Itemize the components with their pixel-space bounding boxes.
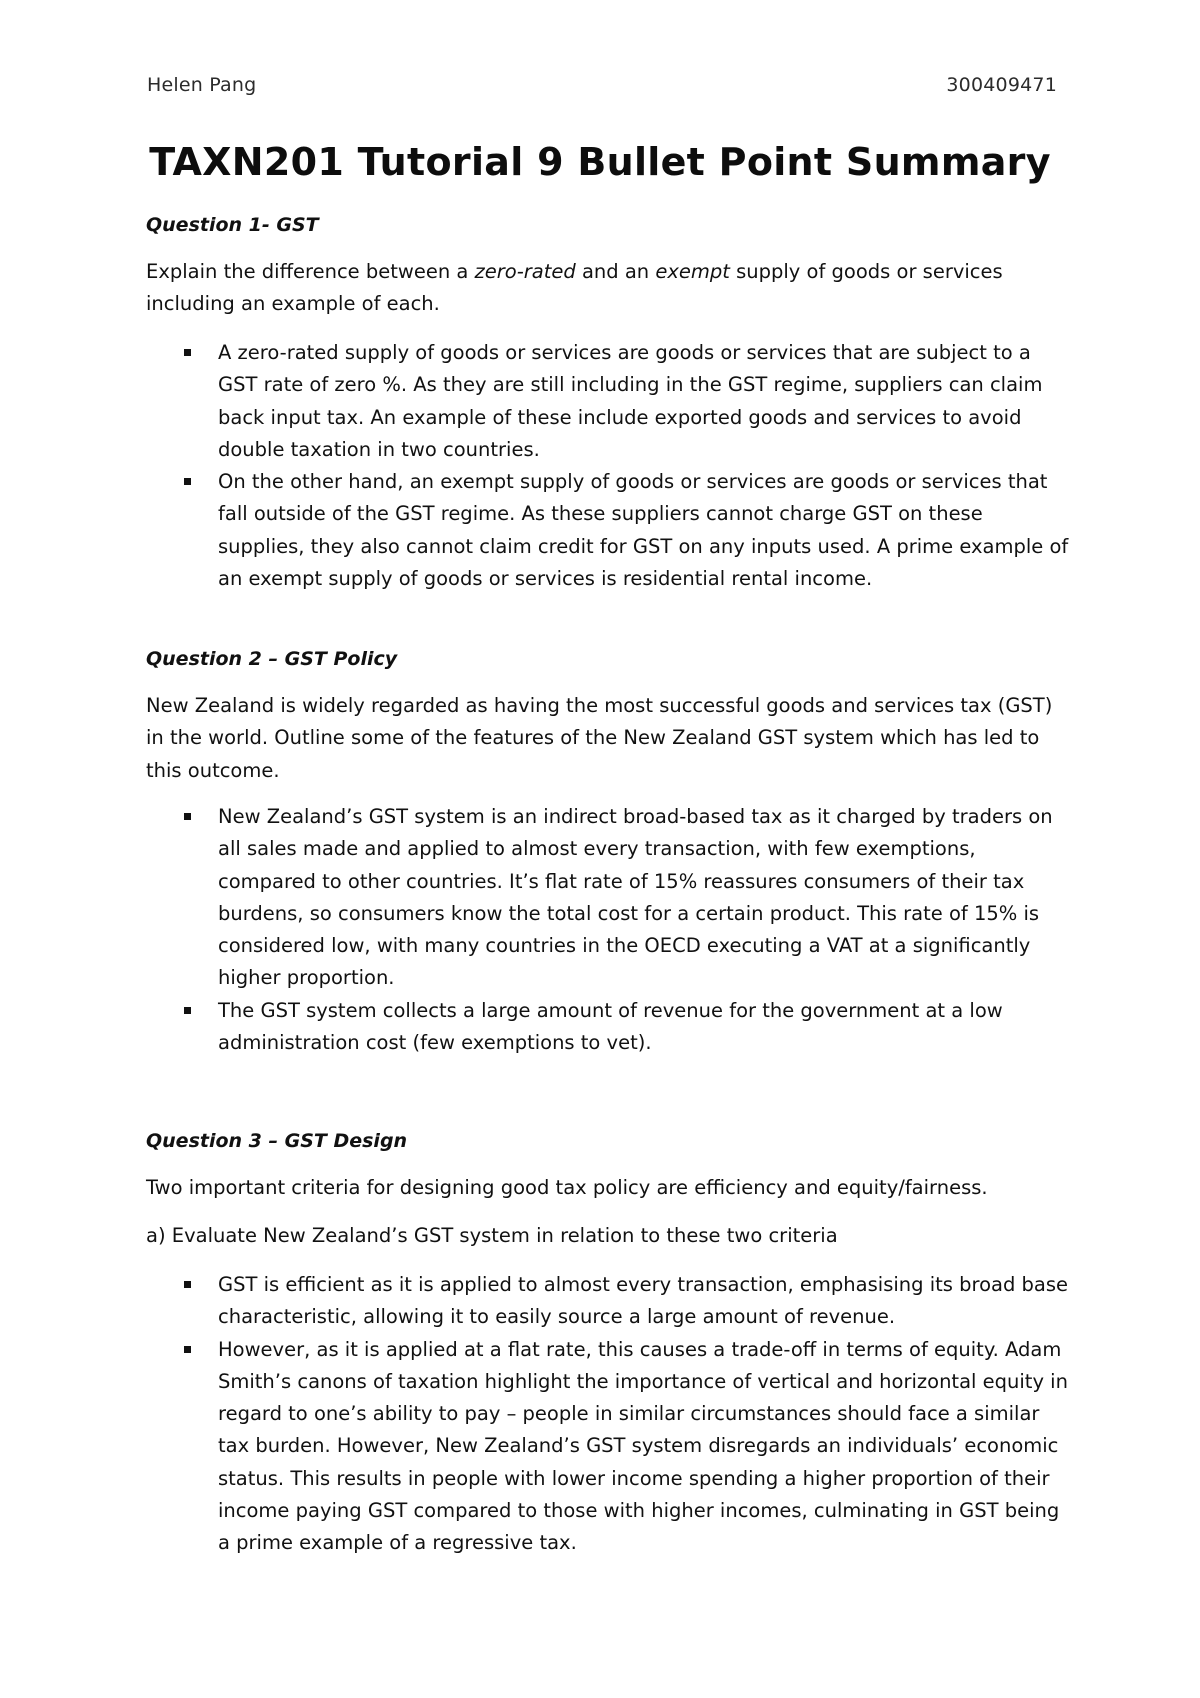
- q3-sub-a: a) Evaluate New Zealand’s GST system in relation to these two criteria: [146, 1224, 838, 1247]
- q1-prompt: [146, 256, 1066, 321]
- list-item: [182, 1334, 1072, 1560]
- q1-prompt-c: supply of goods or services including an example of each.: [146, 260, 1003, 316]
- q2-bullet-2-text: The GST system collects a large amount of revenue for the government at a low administration cost (few exemptions to vet).: [218, 998, 1003, 1055]
- q2-bullet-list: [182, 801, 1072, 1059]
- bullet-square-icon: [184, 813, 191, 820]
- q3-prompt: Two important criteria for designing good tax policy are efficiency and equity/fairness.: [146, 1176, 988, 1199]
- bullet-square-icon: [184, 1281, 191, 1288]
- q1-prompt-b: and an: [575, 260, 656, 283]
- document-title: TAXN201 Tutorial 9 Bullet Point Summary: [149, 140, 1051, 184]
- list-item: [182, 1269, 1072, 1334]
- q1-prompt-term-zero-rated: zero-rated: [474, 260, 576, 283]
- list-item: [182, 466, 1072, 595]
- header-author: Helen Pang: [147, 74, 257, 96]
- list-item: [182, 801, 1072, 995]
- q1-heading: Question 1- GST: [146, 214, 319, 236]
- q3-bullet-1-text: GST is efficient as it is applied to almost every transaction, emphasising its broad base characteristic, allowing it to easily source a large amount of revenue.: [218, 1273, 1069, 1329]
- q1-bullet-list: [182, 337, 1072, 595]
- q2-bullet-1-text: New Zealand’s GST system is an indirect broad-based tax as it charged by traders on all sales made and applied to almost every transaction, with few exemptions, compared to other countries. It’s flat rate of 15% reassures consumers of their tax burdens, so consumers know the total cost for a certain product. This rate of 15% is considered low, with many countries in the OECD executing a VAT at a significantly higher proportion.: [218, 805, 1053, 990]
- list-item: [182, 337, 1072, 466]
- q1-prompt-term-exempt: exempt: [655, 260, 730, 283]
- q2-prompt: New Zealand is widely regarded as having the most successful goods and services tax (GST) in the world. Outline some of the features of the New Zealand GST system which has led to this outcome.: [146, 694, 1053, 782]
- header-student-id: 300409471: [946, 74, 1057, 96]
- q1-bullet-2-text: On the other hand, an exempt supply of goods or services are goods or services that fall outside of the GST regime. As these suppliers cannot charge GST on these supplies, they also cannot claim credit for GST on any inputs used. A prime example of an exempt supply of goods or services is residential rental income.: [218, 470, 1069, 591]
- q3-bullet-2-text: However, as it is applied at a flat rate, this causes a trade-off in terms of equity. Adam Smith’s canons of taxation highlight the importance of vertical and horizontal equity in regard to one’s ability to pay – people in similar circumstances should face a similar tax burden. However, New Zealand’s GST system disregards an individuals’ economic status. This results in people with lower income spending a higher proportion of their income paying GST compared to those with higher incomes, culminating in GST being a prime example of a regressive tax.: [218, 1337, 1068, 1555]
- q1-prompt-a: Explain the difference between a: [146, 260, 475, 283]
- q2-heading: Question 2 – GST Policy: [146, 648, 398, 670]
- bullet-square-icon: [184, 1007, 191, 1014]
- list-item: [182, 995, 1072, 1060]
- bullet-square-icon: [184, 478, 191, 485]
- bullet-square-icon: [184, 349, 191, 356]
- bullet-square-icon: [184, 1346, 191, 1353]
- q3-bullet-list: [182, 1269, 1072, 1560]
- q1-bullet-1-text: A zero-rated supply of goods or services are goods or services that are subject to a GST rate of zero %. As they are still including in the GST regime, suppliers can claim back input tax. An example of these include exported goods and services to avoid double taxation in two countries.: [218, 341, 1043, 461]
- q3-heading: Question 3 – GST Design: [146, 1130, 408, 1152]
